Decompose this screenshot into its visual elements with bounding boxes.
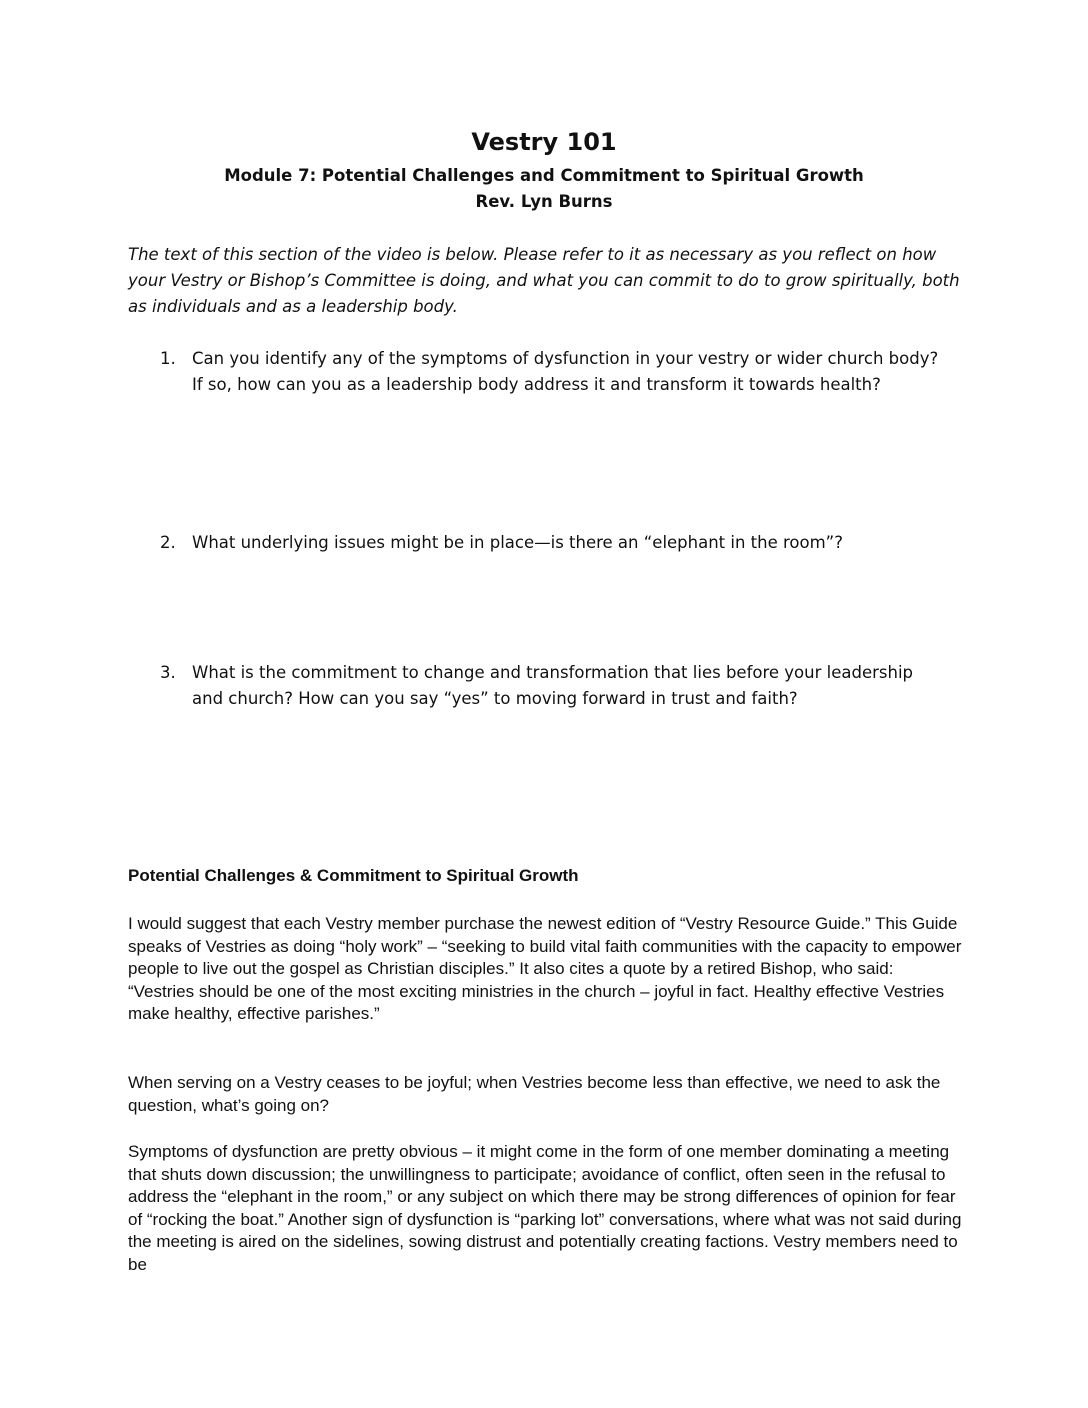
- question-number: 3.: [160, 663, 176, 682]
- question-item: [160, 660, 940, 712]
- question-item: [160, 530, 940, 556]
- module-subtitle: Module 7: Potential Challenges and Commitment to Spiritual Growth: [224, 166, 864, 185]
- document-title: Vestry 101: [471, 128, 617, 156]
- question-text: What is the commitment to change and transformation that lies before your leadership and church? How can you say “yes” to moving forward in trust and faith?: [192, 663, 913, 708]
- question-number: 2.: [160, 533, 176, 552]
- question-item: [160, 346, 940, 398]
- intro-text: The text of this section of the video is below. Please refer to it as necessary as you reflect on how your Vestry or Bishop’s Committee is doing, and what you can commit to do to grow spiritually, both as individuals and as a leadership body.: [128, 245, 960, 316]
- question-text: Can you identify any of the symptoms of dysfunction in your vestry or wider church body? If so, how can you as a leadership body address it and transform it towards health?: [192, 349, 939, 394]
- body-paragraph: I would suggest that each Vestry member purchase the newest edition of “Vestry Resource Guide.” This Guide speaks of Vestries as doing “holy work” – “seeking to build vital faith communities with the capacity to empower people to live out the gospel as Christian disciples.” It also cites a quote by a retired Bishop, who said: “Vestries should be one of the most exciting ministries in the church – joyful in fact. Healthy effective Vestries make healthy, effective parishes.”: [128, 914, 962, 1023]
- body-paragraph: When serving on a Vestry ceases to be joyful; when Vestries become less than effective, we need to ask the question, what’s going on?: [128, 1073, 941, 1115]
- body-paragraph: Symptoms of dysfunction are pretty obvious – it might come in the form of one member dominating a meeting that shuts down discussion; the unwillingness to participate; avoidance of conflict, often seen in the refusal to address the “elephant in the room,” or any subject on which there may be strong differences of opinion for fear of “rocking the boat.” Another sign of dysfunction is “parking lot” conversations, where what was not said during the meeting is aired on the sidelines, sowing distrust and potentially creating factions. Vestry members need to be: [128, 1142, 962, 1274]
- author-name: Rev. Lyn Burns: [475, 192, 613, 211]
- question-text: What underlying issues might be in place—is there an “elephant in the room”?: [192, 533, 843, 552]
- question-number: 1.: [160, 349, 176, 368]
- section-heading: Potential Challenges & Commitment to Spiritual Growth: [128, 866, 579, 885]
